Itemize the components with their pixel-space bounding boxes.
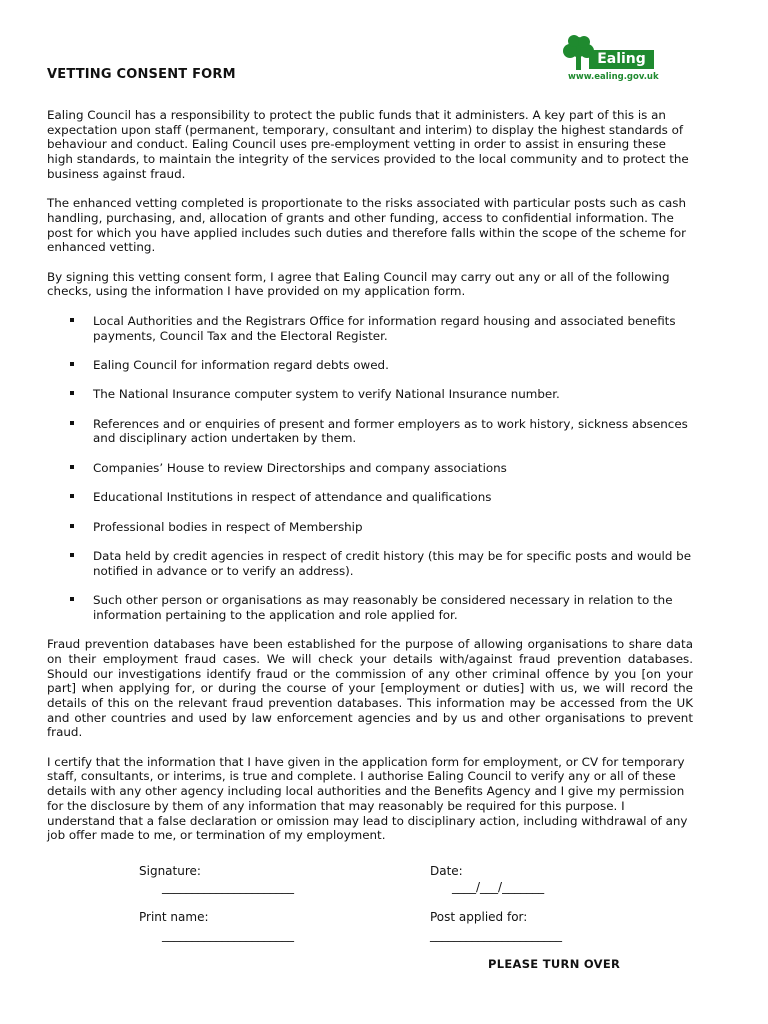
bullet-icon [70,362,74,366]
check-text: Professional bodies in respect of Membership [93,519,363,534]
checks-list [47,314,693,623]
enhanced-vetting-paragraph: The enhanced vetting completed is proportionate to the risks associated with particular posts such as cash handling, purchasing, and, allocation of grants and other funding, access to confidential information. The post for which you have applied includes such duties and therefore falls within the scope of the scheme for enhanced vetting. [47,196,686,255]
date-label: Date: [430,864,463,878]
list-item [47,314,693,343]
check-text: Data held by credit agencies in respect of credit history (this may be for specific posts and would be notified in advance or to verify an address). [93,548,692,578]
list-item [47,549,693,578]
please-turn-over: PLEASE TURN OVER [488,957,621,971]
bullet-icon [70,553,74,557]
list-item [47,358,693,373]
signature-label: Signature: [139,864,201,878]
list-item [47,520,693,535]
intro-paragraph: Ealing Council has a responsibility to protect the public funds that it administers. A key part of this is an expectation upon staff (permanent, temporary, consultant and interim) to display the highest standards of behaviour and conduct. Ealing Council uses pre-employment vetting in order to assist in ensuring these high standards, to maintain the integrity of the services provided to the local community and to protect the business against fraud. [47,108,689,181]
list-item [47,417,693,446]
post-applied-label: Post applied for: [430,910,528,924]
logo-url: www.ealing.gov.uk [568,72,659,82]
list-item [47,593,693,622]
logo-wordmark: Ealing [589,50,654,69]
date-field[interactable]: ____/___/_______ [452,880,545,894]
print-name-field[interactable]: ______________________ [162,928,294,942]
ealing-logo [560,34,660,86]
check-text: Educational Institutions in respect of attendance and qualifications [93,490,492,505]
certification-paragraph: I certify that the information that I have given in the application form for employment, or CV for temporary staff, consultants, or interims, is true and complete. I authorise Ealing Council to verify any or all of these details with any other agency including local authorities and the Benefits Agency and I give my permission for the disclosure by them of any information that may reasonably be required for this purpose. I understand that a false declaration or omission may lead to disciplinary action, including withdrawal of any job offer made to me, or termination of my employment. [47,754,688,843]
check-text: Such other person or organisations as may reasonably be considered necessary in relation to the information pertaining to the application and role applied for. [93,593,673,622]
signature-field[interactable]: ______________________ [162,880,294,894]
consent-paragraph: By signing this vetting consent form, I agree that Ealing Council may carry out any or all of the following checks, using the information I have provided on my application form. [47,269,670,299]
form-body [47,108,693,858]
bullet-icon [70,524,74,528]
bullet-icon [70,318,74,322]
list-item [47,387,693,402]
bullet-icon [70,465,74,469]
page-title: VETTING CONSENT FORM [47,67,236,82]
check-text: Companies’ House to review Directorships and company associations [93,460,507,475]
list-item [47,490,693,505]
print-name-label: Print name: [139,910,209,924]
check-text: Local Authorities and the Registrars Office for information regard housing and associated benefits payments, Council Tax and the Electoral Register. [93,313,676,343]
check-text: Ealing Council for information regard debts owed. [93,357,389,372]
check-text: References and or enquiries of present and former employers as to work history, sickness absences and disciplinary action undertaken by them. [93,416,688,446]
bullet-icon [70,421,74,425]
bullet-icon [70,494,74,498]
list-item [47,461,693,476]
fraud-prevention-paragraph: Fraud prevention databases have been established for the purpose of allowing organisations to share data on their employment fraud cases. We will check your details with/against fraud prevention databases. Should our investigations identify fraud or the commission of any other criminal offence by you [on your part] when applying for, or during the course of your [employment or duties] with us, we will record the details of this on the relevant fraud prevention databases. This information may be accessed from the UK and other countries and used by law enforcement agencies and by us and other organisations to prevent fraud. [47,637,693,740]
bullet-icon [70,597,74,601]
bullet-icon [70,391,74,395]
post-applied-field[interactable]: ______________________ [430,928,562,942]
check-text: The National Insurance computer system to verify National Insurance number. [93,387,560,402]
